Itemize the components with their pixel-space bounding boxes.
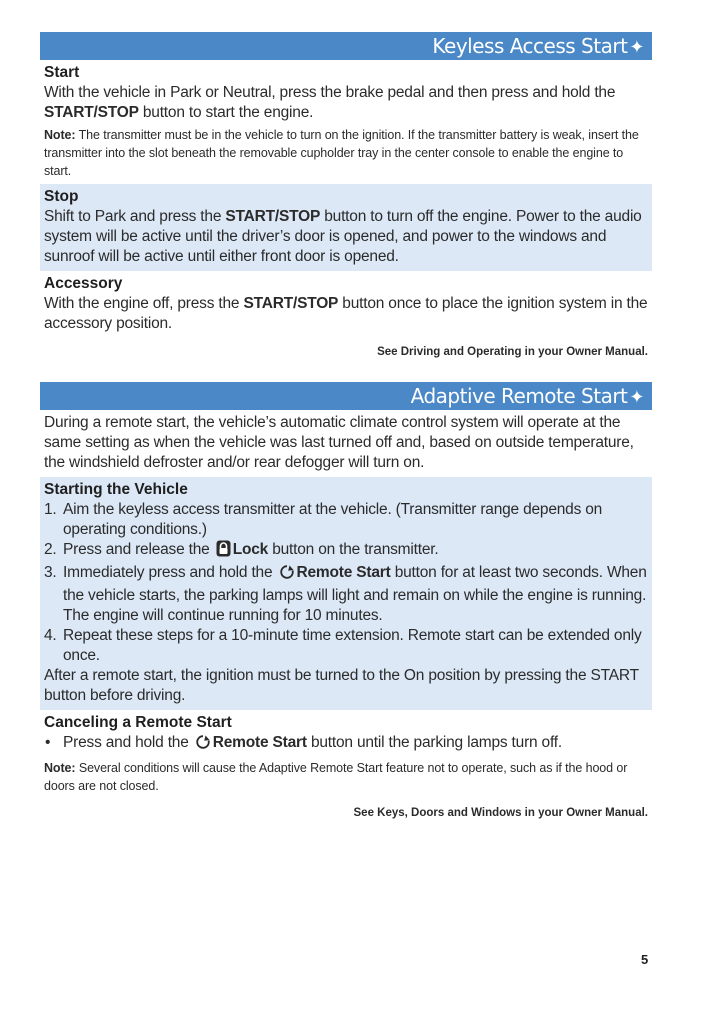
remote-start-icon	[279, 564, 295, 586]
list-item	[44, 540, 648, 563]
stop-heading: Stop	[44, 188, 79, 205]
step-text: Press and release the	[63, 541, 214, 558]
step-text: Immediately press and hold the	[63, 564, 277, 581]
lock-label: Lock	[232, 541, 269, 558]
section-title-adaptive-remote-start	[40, 382, 652, 410]
feature-mark: ✦	[629, 37, 644, 58]
feature-mark: ✦	[629, 387, 644, 408]
transmitter-note	[44, 126, 648, 180]
bullet-mark: •	[45, 734, 51, 751]
owner-manual-reference: See Keys, Doors and Windows in your Owner Manual.	[353, 807, 648, 819]
accessory-text-b: button once to place the ignition system in the accessory position.	[44, 295, 648, 332]
accessory-block	[40, 271, 652, 364]
step-text: button on the transmitter.	[268, 541, 439, 558]
note-label: Note:	[44, 761, 76, 775]
starting-vehicle-block	[40, 477, 652, 710]
remote-start-intro-block	[40, 410, 652, 477]
step-text: Repeat these steps for a 10-minute time extension. Remote start can be extended only once.	[63, 627, 642, 664]
note-text: The transmitter must be in the vehicle to turn on the ignition. If the transmitter battery is weak, insert the transmitter into the slot beneath the removable cupholder tray in the center console to enable the engine to start.	[44, 128, 639, 178]
start-text-b: button to start the engine.	[138, 104, 314, 121]
start-stop-label: START/STOP	[225, 208, 321, 225]
remote-start-label: Remote Start	[212, 734, 307, 751]
step-number: 1.	[44, 501, 57, 518]
start-stop-label: START/STOP	[243, 295, 339, 312]
cancel-text-b: button until the parking lamps turn off.	[306, 734, 563, 751]
list-item	[44, 626, 648, 666]
note-label: Note:	[44, 128, 76, 142]
starting-vehicle-heading: Starting the Vehicle	[44, 481, 188, 498]
stop-text	[44, 207, 648, 267]
start-heading: Start	[44, 64, 80, 81]
remote-start-intro: During a remote start, the vehicle’s automatic climate control system will operate at the same setting as when the vehicle was last turned off and, based on outside temperature, the windshield defroster and/or rear defogger will turn on.	[44, 414, 634, 471]
list-item	[44, 500, 648, 540]
cancel-text-a: Press and hold the	[63, 734, 193, 751]
section-title-text: Keyless Access Start	[432, 34, 628, 58]
accessory-text	[44, 294, 648, 334]
owner-manual-reference: See Driving and Operating in your Owner Manual.	[377, 346, 648, 358]
step-number: 3.	[44, 564, 57, 581]
remote-start-label: Remote Start	[296, 564, 391, 581]
stop-text-a: Shift to Park and press the	[44, 208, 226, 225]
remote-start-note	[44, 759, 648, 795]
page-content	[40, 32, 652, 825]
stop-text-b: button to turn off the engine. Power to the audio system will be active until the driver’s door is opened, and power to the windows and sunroof will be active until either front door is opened.	[44, 208, 642, 265]
page-number: 5	[641, 952, 649, 967]
start-text-a: With the vehicle in Park or Neutral, press the brake pedal and then press and hold the	[44, 84, 616, 101]
note-text: Several conditions will cause the Adaptive Remote Start feature not to operate, such as if the hood or doors are not closed.	[44, 761, 628, 793]
start-stop-label: START/STOP	[44, 104, 139, 121]
stop-block	[40, 184, 652, 271]
lock-icon	[216, 540, 231, 563]
section-title-text: Adaptive Remote Start	[410, 384, 628, 408]
list-item	[44, 733, 648, 756]
step-number: 4.	[44, 627, 57, 644]
section-title-keyless-access-start	[40, 32, 652, 60]
step-text: button for at least two seconds. When the vehicle starts, the parking lamps will light and remain on while the engine is running. The engine will continue running for 10 minutes.	[63, 564, 647, 624]
start-text	[44, 83, 648, 123]
after-remote-start-text: After a remote start, the ignition must be turned to the On position by pressing the START button before driving.	[44, 667, 639, 704]
accessory-text-a: With the engine off, press the	[44, 295, 244, 312]
step-text: Aim the keyless access transmitter at the vehicle. (Transmitter range depends on operating conditions.)	[63, 501, 603, 538]
canceling-block	[40, 710, 652, 825]
list-item	[44, 563, 648, 626]
step-number: 2.	[44, 541, 57, 558]
start-block	[40, 60, 652, 184]
starting-steps-list	[44, 500, 648, 666]
accessory-heading: Accessory	[44, 275, 123, 292]
remote-start-icon	[195, 734, 211, 756]
canceling-heading: Canceling a Remote Start	[44, 714, 232, 731]
